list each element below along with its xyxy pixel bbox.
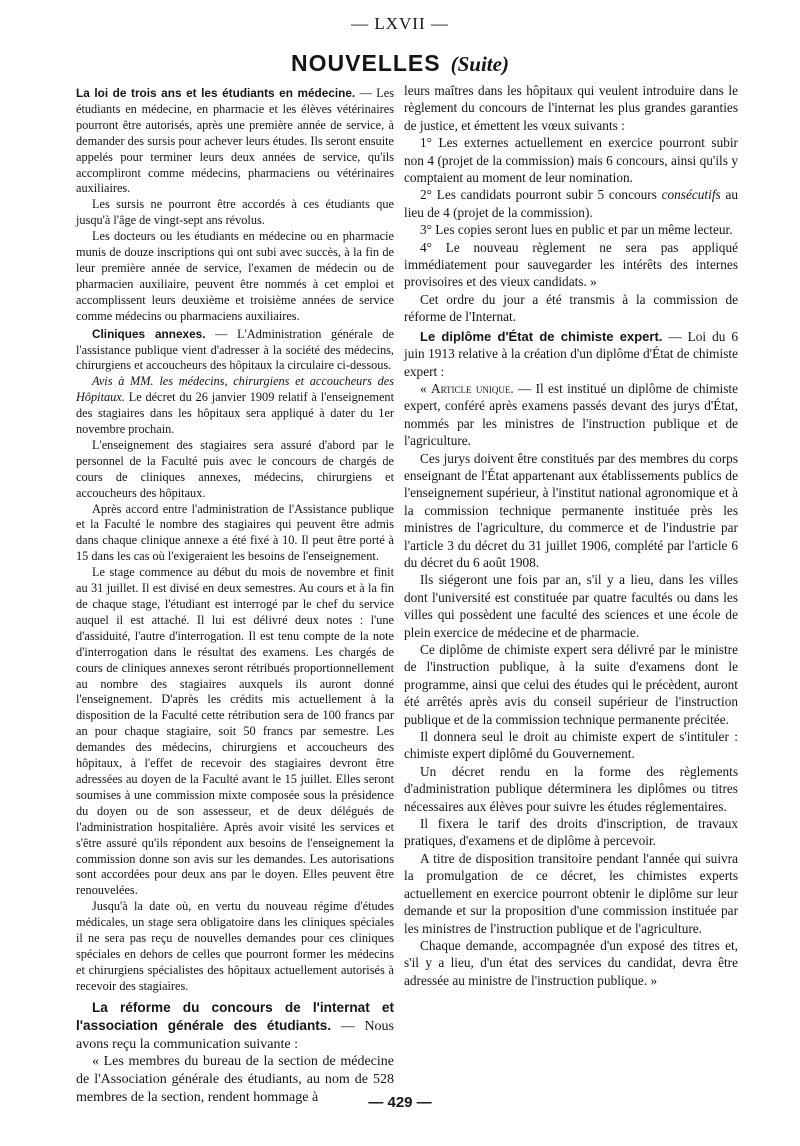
paragraph: Après accord entre l'administration de l'Assistance publique et la Faculté le nombre des stagiaires qui peuvent être admis dans chaque clinique annexe a été fixé à 10. Il peut être porté à 15 dans les cas où l'exigeraient les besoins de l'enseignement. xyxy=(76,501,394,564)
section-subtitle: (Suite) xyxy=(450,52,509,76)
paragraph: leurs maîtres dans les hôpitaux qui veulent introduire dans le règlement du concours de l'internat les plus grandes garanties de justice, et émettent les vœux suivants : xyxy=(404,83,738,133)
wish-text: au lieu de 4 (projet de la commission). xyxy=(404,187,738,220)
paragraph: Le stage commence au début du mois de novembre et finit au 31 juillet. Il est divisé en deux semestres. Au cours et à la fin de chaque stage, l'étudiant est interrogé par le chef du service auquel il est attaché. Il lui est délivré deux notes : l'une d'assiduité, l'autre d'interrogation. Il est tenu compte de la note d'interrogation dans le résultat des examens. Les chargés de cours de cliniques annexes seront rétribués proportionnellement au nombre des stagiaires auxquels ils auront donné l'enseignement. D'après les crédits mis actuellement à la disposition de la Faculté cette rétribution sera de 100 francs par an pour chaque stagiaire, soit 50 francs par semestre. Les demandes des médecins, chirurgiens et accoucheurs des hôpitaux, à l'effet de recevoir des stagiaires devront être adressées au doyen de la Faculté avant le 15 juillet. Elles seront soumises à une commission mixte composée sous la présidence du doyen ou de son assesseur, et de deux délégués de l'administration hospitalière. Après avoir visité les services et s'être assuré qu'ils répondent aux besoins de l'enseignement la commission donne son avis sur les demandes. Les autorisations sont accordées pour deux ans par le doyen. Elles peuvent être renouvelées. xyxy=(76,565,394,898)
page-number: — 429 — xyxy=(368,1094,432,1111)
paragraph: A titre de disposition transitoire pendant l'année qui suivra la promulgation de ce décret, les chimistes experts actuellement en exercice pourront obtenir le diplôme sur leur demande et sur la proposition d'une commission instituée par les ministres de l'instruction publique et de l'agriculture. xyxy=(404,850,738,936)
paragraph: Ils siégeront une fois par an, s'il y a lieu, dans les villes dont l'université est constituée par quatre facultés ou dans les villes qui possèdent une faculté des sciences et une école de plein exercice de médecine et de pharmacie. xyxy=(404,572,738,640)
paragraph xyxy=(76,374,394,438)
article-text: — Les étudiants en médecine, en pharmacie et les élèves vétérinaires pourront être autorisés, après une première année de service, à demander des sursis pour achever leurs études. Ils seront ensuite appelés pour terminer leurs deux années de service, qu'ils accompliront comme médecins, pharmaciens ou vétérinaires auxiliaires. xyxy=(76,86,394,196)
article-text: — Nous avons reçu la communication suivante : xyxy=(76,1019,395,1052)
paragraph: L'enseignement des stagiaires sera assuré d'abord par le personnel de la Faculté puis avec le concours de chargés de cours de cliniques annexes, médecins, chirurgiens et accoucheurs des hôpitaux. xyxy=(76,437,394,500)
paragraph: « Les membres du bureau de la section de médecine de l'Association générale des étudiants, au nom de 528 membres de la section, rendent hommage à xyxy=(76,1054,394,1105)
wish-text: 2° Les candidats pourront subir 5 concours xyxy=(420,187,662,203)
article-heading: La loi de trois ans et les étudiants en médecine. xyxy=(76,86,356,100)
wish-emphasis: consécutifs xyxy=(661,187,721,203)
wish-item: 1° Les externes actuellement en exercice pourront subir non 4 (projet de la commission) mais 6 concours, ainsi qu'ils y comptaient au moment de leur nomination. xyxy=(404,135,738,186)
left-column xyxy=(76,86,394,1106)
right-column xyxy=(404,82,738,989)
law-article-text: — Il est institué un diplôme de chimiste expert, conféré après examens passés devant des jurys d'État, nommés par les ministres de l'instruction publique et de l'agriculture. xyxy=(404,380,738,449)
wish-item: 3° Les copies seront lues en public et par un même lecteur. xyxy=(420,222,733,238)
paragraph: Jusqu'à la date où, en vertu du nouveau régime d'études médicales, un stage sera obligatoire dans les cliniques spéciales il ne sera pas reçu de nouvelles demandes pour ces cliniques spéciales en dehors de celles que pourront former les médecins et chirurgiens spécialistes des hôpitaux actuellement autorisés à recevoir des stagiaires. xyxy=(76,899,394,993)
article-heading: Cliniques annexes. xyxy=(92,326,206,341)
section-title: NOUVELLES xyxy=(291,50,441,76)
article-loi-trois-ans xyxy=(76,86,394,197)
paragraph: Un décret rendu en la forme des règlements d'administration publique déterminera les diplômes ou titres nécessaires aux élèves pour suivre les études réglementaires. xyxy=(404,763,738,814)
page-folio: — LXVII — xyxy=(351,14,449,33)
paragraph: Cet ordre du jour a été transmis à la commission de réforme de l'Internat. xyxy=(404,291,738,325)
paragraph-text: Le décret du 26 janvier 1909 relatif à l'enseignement des stagiaires dans les hôpitaux sera appliqué à dater du 1er novembre prochain. xyxy=(76,390,394,437)
paragraph: Les docteurs ou les étudiants en médecine ou en pharmacie munis de douze inscriptions qui ont subi avec succès, à la fin de leur première année de service, l'examen de médecin ou de pharmacien auxiliaire, peuvent être nommés à cet emploi et accomplissent leurs deuxième et troisième années de service comme médecins ou pharmaciens auxiliaires. xyxy=(76,229,394,323)
paragraph: Ces jurys doivent être constitués par des membres du corps enseignant de l'État appartenant aux établissements publics de l'enseignement supérieur, à l'institut national agronomique et à la commission technique permanente instituée près les ministres de l'agriculture, du commerce et de l'industrie par l'article 3 du décret du 31 juillet 1906, complété par l'article 6 du décret du 6 août 1908. xyxy=(404,450,738,570)
article-reforme-internat xyxy=(76,999,394,1054)
paragraph: Ce diplôme de chimiste expert sera délivré par le ministre de l'instruction publique, à la suite d'examens dont le programme, ainsi que celui des études qui le précèdent, auront été arrêtés après avis du conseil supérieur de l'instruction publique et de la commission technique permanente précitée. xyxy=(404,642,738,727)
paragraph: Il fixera le tarif des droits d'inscription, de travaux pratiques, d'examens et de diplôme à percevoir. xyxy=(404,816,738,849)
law-article xyxy=(404,380,738,450)
paragraph: Les sursis ne pourront être accordés à ces étudiants que jusqu'à l'âge de vingt-sept ans révolus. xyxy=(76,197,394,228)
section-masthead xyxy=(0,50,800,77)
article-heading: La réforme du concours de l'internat et l'association générale des étudiants. xyxy=(76,999,394,1034)
wish-item: 4° Le nouveau règlement ne sera pas appliqué immédiatement pour sauvegarder les intérêts des internes provisoires et des vieux candidats. » xyxy=(404,239,738,290)
article-text: — Loi du 6 juin 1913 relative à la création d'un diplôme d'État de chimiste expert : xyxy=(404,328,738,379)
article-heading: Le diplôme d'État de chimiste expert. xyxy=(420,328,663,344)
notice-heading: Avis à MM. les médecins, chirurgiens et accoucheurs des Hôpitaux. xyxy=(76,374,394,405)
article-cliniques-annexes xyxy=(76,327,394,375)
paragraph: Chaque demande, accompagnée d'un exposé des titres et, s'il y a lieu, d'un état des services du candidat, devra être adressée au ministre de l'instruction publique. » xyxy=(404,937,738,988)
article-diplome-chimiste xyxy=(404,328,738,380)
paragraph: Il donnera seul le droit au chimiste expert de s'intituler : chimiste expert diplômé du Gouvernement. xyxy=(404,729,738,762)
article-text: — L'Administration générale de l'assistance publique vient d'adresser à la société des médecins, chirurgiens et accoucheurs des hôpitaux la circulaire ci-dessous. xyxy=(76,326,394,373)
wish-item xyxy=(404,186,738,221)
quote-mark: « xyxy=(420,380,431,396)
law-article-label: Article unique. xyxy=(430,380,514,396)
